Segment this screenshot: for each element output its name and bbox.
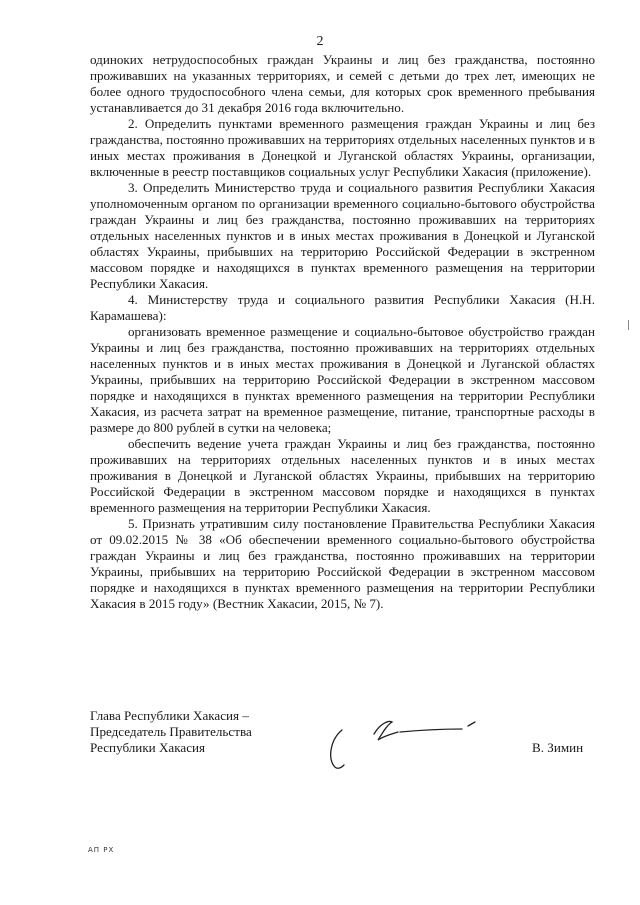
- footer-code: АП РХ: [88, 846, 115, 854]
- paragraph-item-5: 5. Признать утратившим силу постановление Правительства Республики Хакасия от 09.02.2015 № 38 «Об обеспечении временного социально-бытового обустройства граждан Украины и лиц без гражданства, постоянно проживавших на территории Украины, прибывших на территорию Российской Федерации в экстренном массовом порядке и находящихся в пунктах временного размещения на территории Республики Хакасия в 2015 году» (Вестник Хакасии, 2015, № 7).: [90, 516, 595, 611]
- paragraph-1-continuation: одиноких нетрудоспособных граждан Украины и лиц без гражданства, постоянно проживавших на указанных территориях, и семей с детьми до трех лет, имеющих не более одного трудоспособного члена семьи, для которых срок временного пребывания устанавливается до 31 декабря 2016 года включительно.: [90, 52, 595, 115]
- paragraph-item-2: 2. Определить пунктами временного размещения граждан Украины и лиц без гражданства, постоянно проживавших на территориях отдельных населенных пунктов и в иных местах проживания в Донецкой и Луганской областях Украины, организации, включенные в реестр поставщиков социальных услуг Республики Хакасия (приложение).: [90, 116, 595, 179]
- paragraph-item-4: 4. Министерству труда и социального развития Республики Хакасия (Н.Н. Карамашева):: [90, 292, 595, 323]
- signatory-title-line: Республики Хакасия: [90, 740, 206, 755]
- margin-mark: [628, 320, 629, 330]
- signer-name: В. Зимин: [532, 740, 584, 755]
- signatory-title-block: [90, 708, 300, 756]
- handwritten-signature: [322, 712, 487, 774]
- signatory-title-line: Глава Республики Хакасия –: [90, 708, 249, 723]
- document-body: [90, 52, 595, 612]
- paragraph-item-4-subitem-2: обеспечить ведение учета граждан Украины и лиц без гражданства, постоянно проживавших на территориях отдельных населенных пунктов и в иных местах проживания в Донецкой и Луганской областях Украины, прибывших на территорию Российской Федерации в экстренном массовом порядке и находящихся в пунктах временного размещения на территории Республики Хакасия.: [90, 436, 595, 515]
- paragraph-item-3: 3. Определить Министерство труда и социального развития Республики Хакасия уполномоченным органом по организации временного социально-бытового обустройства граждан Украины и лиц без гражданства, постоянно проживавших на территориях отдельных населенных пунктов и в иных местах проживания в Донецкой и Луганской областях Украины, прибывших на территорию Российской Федерации в экстренном массовом порядке и находящихся в пунктах временного размещения на территории Республики Хакасия.: [90, 180, 595, 291]
- signatory-title-line: Председатель Правительства: [90, 724, 252, 739]
- page-number: 2: [316, 34, 324, 49]
- paragraph-item-4-subitem-1: организовать временное размещение и социально-бытовое обустройство граждан Украины и лиц без гражданства, постоянно проживавших на территориях отдельных населенных пунктов и в иных местах проживания в Донецкой и Луганской областях Украины, прибывших на территорию Российской Федерации в экстренном массовом порядке и находящихся в пунктах временного размещения на территории Республики Хакасия, из расчета затрат на временное размещение, питание, транспортные расходы в размере до 800 рублей в сутки на человека;: [90, 324, 595, 435]
